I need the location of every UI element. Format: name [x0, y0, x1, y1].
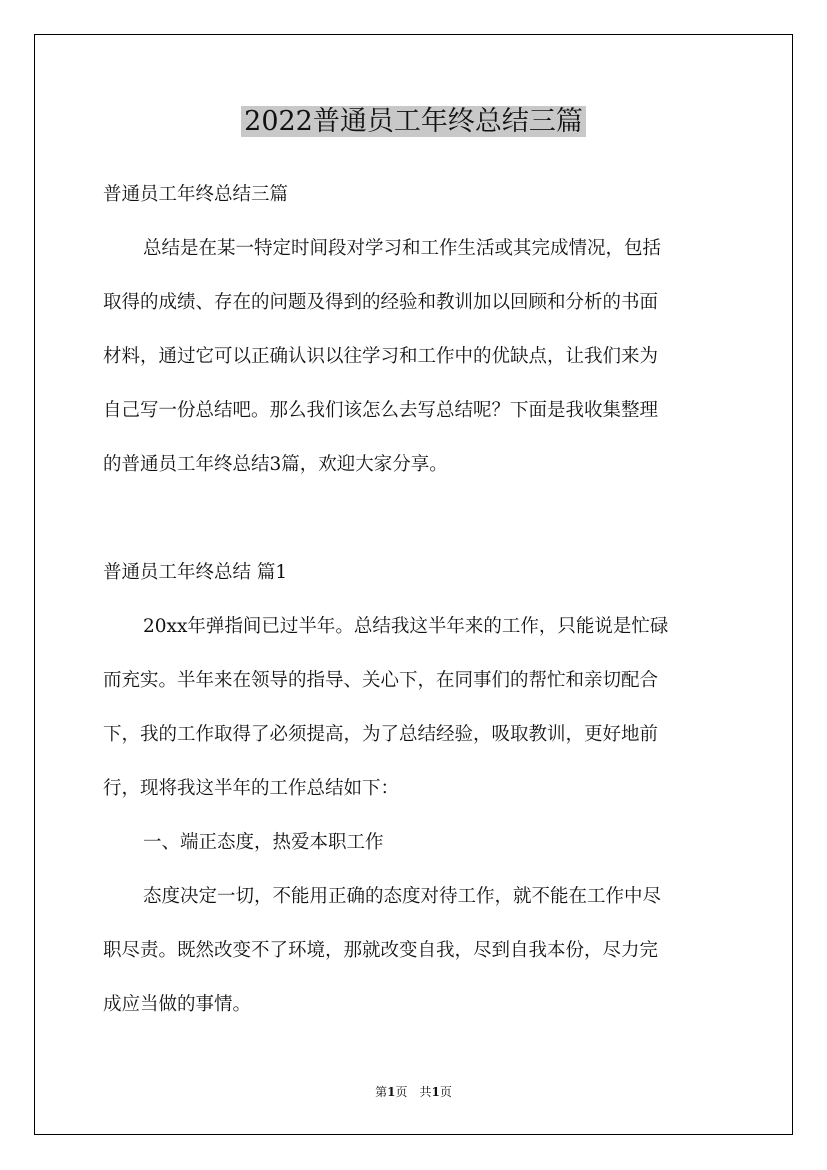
point-line: 态度决定一切，不能用正确的态度对待工作，就不能在工作中尽 — [143, 886, 662, 907]
section-line: 下，我的工作取得了必须提高，为了总结经验，吸取教训，更好地前 — [103, 724, 659, 745]
page-number: 1 — [387, 1085, 396, 1099]
page-unit: 页 — [395, 1085, 408, 1099]
total-unit: 页 — [439, 1085, 452, 1099]
section-line: 而充实。半年来在领导的指导、关心下，在同事们的帮忙和亲切配合 — [103, 670, 659, 691]
point-line: 成应当做的事情。 — [103, 994, 252, 1015]
page-footer — [0, 1083, 827, 1101]
section-heading: 普通员工年终总结 篇1 — [103, 562, 288, 583]
intro-line: 取得的成绩、存在的问题及得到的经验和教训加以回顾和分析的书面 — [103, 292, 659, 313]
point-line: 职尽责。既然改变不了环境，那就改变自我，尽到自我本份，尽力完 — [103, 940, 659, 961]
point-heading: 一、端正态度，热爱本职工作 — [143, 832, 384, 853]
intro-line: 材料，通过它可以正确认识以往学习和工作中的优缺点，让我们来为 — [103, 346, 659, 367]
total-number: 1 — [431, 1085, 440, 1099]
document-title-text: 2022普通员工年终总结三篇 — [241, 106, 586, 137]
page-label: 第 — [375, 1085, 388, 1099]
section-line: 20xx年弹指间已过半年。总结我这半年来的工作，只能说是忙碌 — [143, 616, 669, 637]
intro-line: 总结是在某一特定时间段对学习和工作生活或其完成情况，包括 — [143, 238, 662, 259]
document-title — [0, 100, 827, 144]
intro-line: 自己写一份总结吧。那么我们该怎么去写总结呢？下面是我收集整理 — [103, 400, 659, 421]
document-body — [103, 168, 727, 1032]
total-label: 共 — [419, 1085, 432, 1099]
subtitle: 普通员工年终总结三篇 — [103, 184, 289, 205]
section-line: 行，现将我这半年的工作总结如下： — [103, 778, 400, 799]
paragraph-gap — [103, 492, 727, 546]
intro-line: 的普通员工年终总结3篇，欢迎大家分享。 — [103, 454, 448, 475]
